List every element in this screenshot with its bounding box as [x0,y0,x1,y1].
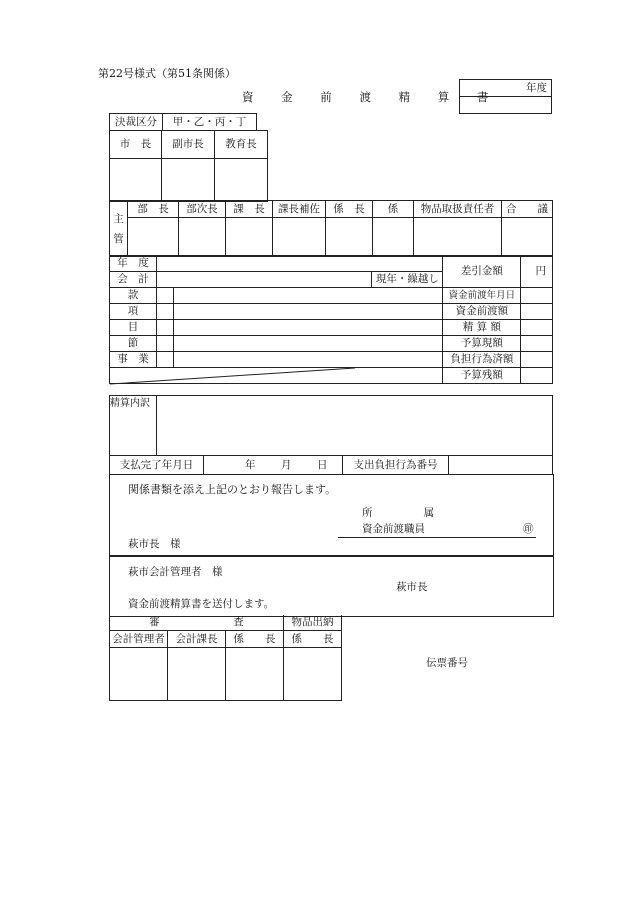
fiscal-year-label: 年度 [460,80,552,97]
dept-roles-grid [109,200,553,257]
item-kan: 款 [110,288,157,304]
item-moku-code[interactable] [157,320,174,336]
expense-number-value[interactable] [449,456,553,475]
stamp-consultation[interactable] [502,218,553,257]
payment-year: 年 [245,459,256,471]
item-kou-code[interactable] [157,304,174,320]
settlement-amount-label: 精 算 額 [443,320,521,336]
budget-remaining-blank [110,368,443,384]
voucher-label: 伝票番号 [426,657,468,669]
stamp-section-chief[interactable] [226,218,273,257]
stamp-accounting-chief[interactable] [168,648,226,701]
dept-role-section-chief: 課 長 [226,201,273,218]
item-moku: 目 [110,320,157,336]
form-number: 第22号様式（第51条関係） [98,67,236,80]
yen-label: 円 [521,256,553,288]
item-kan-code[interactable] [157,288,174,304]
fiscal-year-value[interactable] [460,97,552,114]
payment-row [109,455,553,475]
item-setsu: 節 [110,336,157,352]
settlement-detail-value[interactable] [157,396,553,456]
expense-number-label: 支出負担行為番号 [343,456,449,475]
difference-label: 差引金額 [443,256,521,288]
goods-label: 物品出納 [284,615,342,631]
budget-grid [109,255,553,384]
commitment-label: 負担行為済額 [443,352,521,368]
stamp-deputy-mayor[interactable] [162,159,215,202]
approval-category-label: 決裁区分 [110,114,163,131]
stamp-education-chief[interactable] [215,159,268,202]
report-block [109,474,554,556]
payment-completed-label: 支払完了年月日 [110,456,204,475]
affiliation-label: 所 属 [362,507,444,519]
audit-role-sub-chief: 係 長 [226,631,284,648]
stamp-audit-sub-chief[interactable] [226,648,284,701]
account-label: 会 計 [110,272,157,288]
stamp-assistant-chief[interactable] [273,218,326,257]
dept-role-staff: 係 [373,201,414,218]
stamp-goods-manager[interactable] [414,218,502,257]
payment-completed-value[interactable] [204,456,343,475]
budget-remaining-value[interactable] [521,368,553,384]
item-jigyo: 事 業 [110,352,157,368]
payment-day: 日 [317,459,328,471]
dept-role-consultation: 合 議 [502,201,553,218]
approval-category-options[interactable]: 甲・乙・丙・丁 [163,114,257,131]
item-kou-value[interactable] [174,304,443,320]
page-title: 資 金 前 渡 精 算 書 [242,90,501,104]
report-addressee: 萩市長 様 [128,538,181,550]
item-setsu-code[interactable] [157,336,174,352]
review-label: 審 査 [110,615,284,631]
fiscal-year-box [459,79,552,114]
stamp-staff[interactable] [373,218,414,257]
staff-label: 資金前渡職員 [362,523,425,535]
item-kou: 項 [110,304,157,320]
top-roles-grid [109,130,268,202]
seal-mark: ㊞ [523,523,534,535]
item-setsu-value[interactable] [174,336,443,352]
settlement-detail [109,395,553,456]
current-carry-label: 現年・繰越し [372,272,443,288]
stamp-goods-sub-chief[interactable] [284,648,342,701]
audit-role-accounting-manager: 会計管理者 [110,631,168,648]
payment-month: 月 [281,459,292,471]
advance-date-label: 資金前渡年月日 [443,288,521,304]
signature-underline [338,537,536,538]
audit-role-goods-sub-chief: 係 長 [284,631,342,648]
item-moku-value[interactable] [174,320,443,336]
role-deputy-mayor: 副市長 [162,131,215,159]
transfer-statement: 資金前渡精算書を送付します。 [128,598,275,610]
audit-grid [109,615,342,701]
year-value[interactable] [157,256,443,272]
stamp-director[interactable] [128,218,179,257]
advance-amount-value[interactable] [521,304,553,320]
audit-role-accounting-chief: 会計課長 [168,631,226,648]
report-statement: 関係書類を添え上記のとおり報告します。 [128,483,337,496]
commitment-value[interactable] [521,352,553,368]
settlement-amount-value[interactable] [521,320,553,336]
advance-date-value[interactable] [521,288,553,304]
settlement-detail-label: 精算内訳 [110,396,157,456]
diagonal-line [110,368,355,385]
dept-label: 主 管 [110,201,128,257]
year-label: 年 度 [110,256,157,272]
stamp-mayor[interactable] [110,159,162,202]
dept-role-sub-chief: 係 長 [326,201,373,218]
stamp-sub-chief[interactable] [326,218,373,257]
role-education-chief: 教育長 [215,131,268,159]
account-value[interactable] [157,272,372,288]
transfer-sender: 萩市長 [396,581,428,593]
budget-current-value[interactable] [521,336,553,352]
stamp-accounting-manager[interactable] [110,648,168,701]
item-kan-value[interactable] [174,288,443,304]
item-jigyo-code[interactable] [157,352,174,368]
advance-amount-label: 資金前渡額 [443,304,521,320]
dept-role-assistant-chief: 課長補佐 [273,201,326,218]
approval-category [109,113,257,131]
transfer-addressee: 萩市会計管理者 様 [128,566,223,578]
dept-role-goods-manager: 物品取扱責任者 [414,201,502,218]
role-mayor: 市 長 [110,131,162,159]
transfer-block [109,556,554,617]
dept-role-director: 部 長 [128,201,179,218]
budget-current-label: 予算現額 [443,336,521,352]
budget-remaining-label: 予算残額 [443,368,521,384]
item-jigyo-value[interactable] [174,352,443,368]
dept-role-deputy-director: 部次長 [179,201,226,218]
stamp-deputy-director[interactable] [179,218,226,257]
